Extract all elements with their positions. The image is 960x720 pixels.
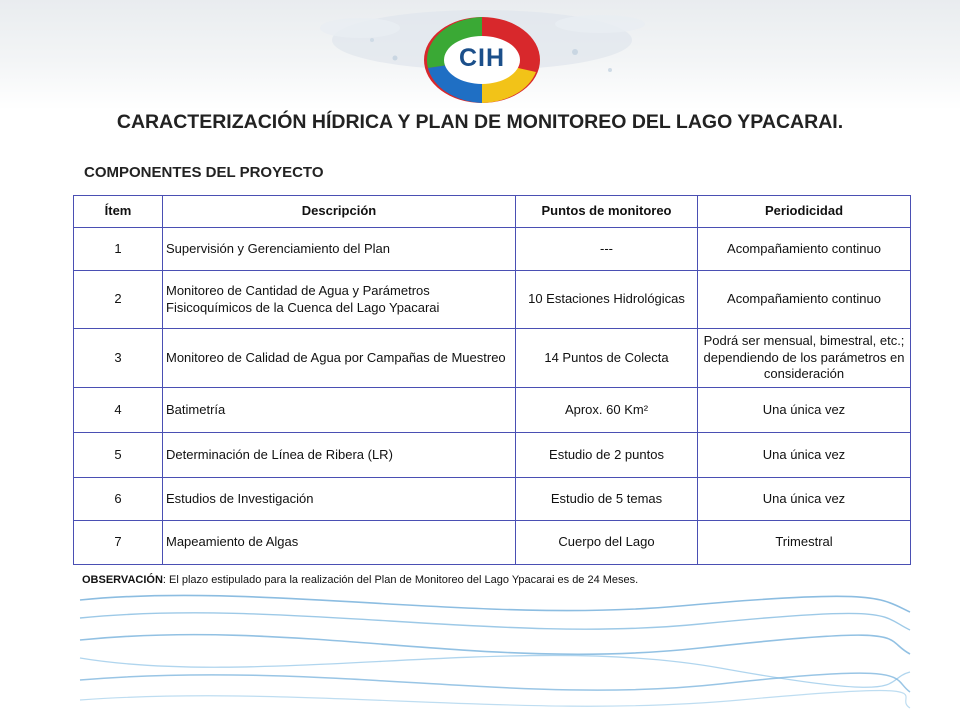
observation-text: : El plazo estipulado para la realización del Plan de Monitoreo del Lago Ypacarai es de 24 Meses. [162,574,639,586]
table-row [74,433,911,478]
cell-monitoring-points: 14 Puntos de Colecta [516,329,698,388]
cell-item: 4 [74,388,163,433]
components-table [73,195,911,565]
cell-item: 1 [74,228,163,271]
table-row [74,329,911,388]
cell-periodicity: Podrá ser mensual, bimestral, etc.; dependiendo de los parámetros en consideración [698,329,911,388]
cell-description: Determinación de Línea de Ribera (LR) [163,433,516,478]
cell-description: Monitoreo de Calidad de Agua por Campañas de Muestreo [163,329,516,388]
table-row [74,388,911,433]
cell-periodicity: Una única vez [698,478,911,521]
cell-periodicity: Acompañamiento continuo [698,271,911,329]
cell-monitoring-points: Cuerpo del Lago [516,521,698,565]
cell-monitoring-points: Estudio de 2 puntos [516,433,698,478]
header-periodicity: Periodicidad [698,196,911,228]
table-row [74,271,911,329]
decorative-water-waves [60,588,920,720]
cell-item: 6 [74,478,163,521]
logo-text: CIH [458,43,506,72]
section-title: COMPONENTES DEL PROYECTO [84,164,324,181]
header-description: Descripción [163,196,516,228]
observation-label: OBSERVACIÓN [82,574,163,586]
header-monitoring-points: Puntos de monitoreo [516,196,698,228]
cell-periodicity: Una única vez [698,388,911,433]
table-row [74,478,911,521]
table-row [74,228,911,271]
cell-description: Mapeamiento de Algas [163,521,516,565]
cell-item: 2 [74,271,163,329]
cell-description: Estudios de Investigación [163,478,516,521]
cell-item: 5 [74,433,163,478]
cell-periodicity: Acompañamiento continuo [698,228,911,271]
cell-item: 3 [74,329,163,388]
cell-monitoring-points: --- [516,228,698,271]
cell-monitoring-points: 10 Estaciones Hidrológicas [516,271,698,329]
cell-description: Batimetría [163,388,516,433]
table-header-row [74,196,911,228]
page-title: CARACTERIZACIÓN HÍDRICA Y PLAN DE MONITOREO DEL LAGO YPACARAI. [116,111,844,133]
cell-item: 7 [74,521,163,565]
cell-periodicity: Trimestral [698,521,911,565]
cell-description: Monitoreo de Cantidad de Agua y Parámetros Fisicoquímicos de la Cuenca del Lago Ypacarai [163,271,516,329]
cih-logo [420,10,544,106]
cell-description: Supervisión y Gerenciamiento del Plan [163,228,516,271]
table-row [74,521,911,565]
cell-periodicity: Una única vez [698,433,911,478]
cell-monitoring-points: Aprox. 60 Km² [516,388,698,433]
header-item: Ítem [74,196,163,228]
cell-monitoring-points: Estudio de 5 temas [516,478,698,521]
observation-note [82,574,638,586]
